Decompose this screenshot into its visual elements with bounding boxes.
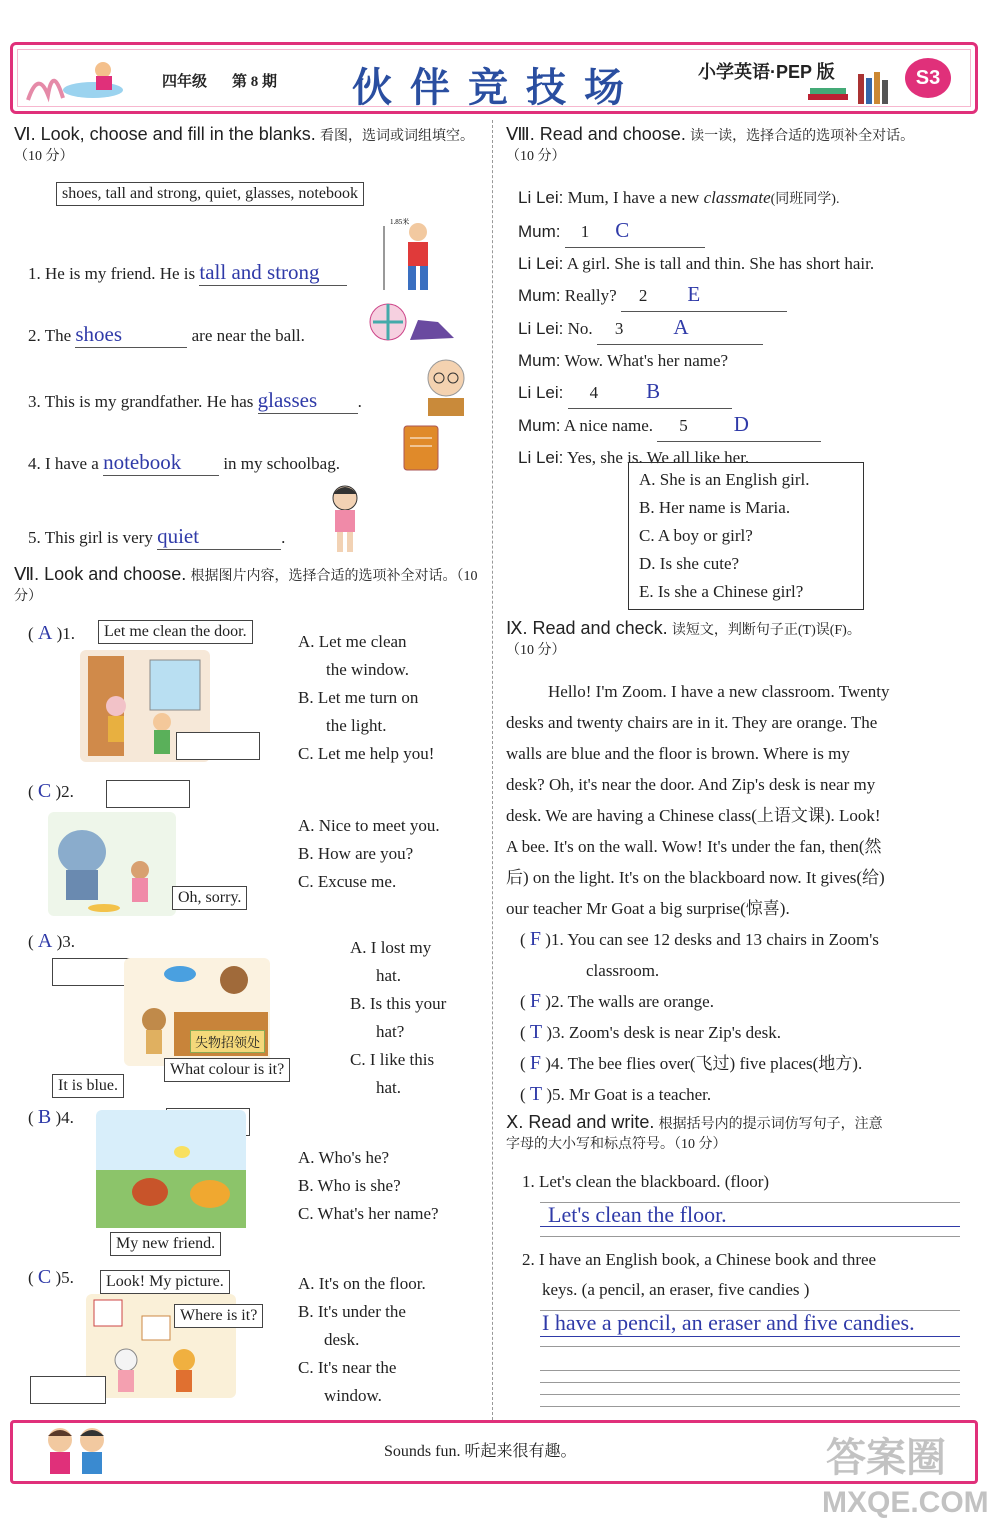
dialog-q5-number: ( C )5. [28,1266,74,1288]
books-icon [808,70,903,106]
q5-bubble-2: Where is it? [174,1304,263,1328]
q4-bubble: My new friend. [110,1232,221,1256]
writing-line [540,1346,960,1347]
section-10-heading: Ⅹ. Read and write. 根据括号内的提示词仿写句子，注意 字母的大小写和标点符号。（10 分） [506,1112,883,1152]
write-answer-1[interactable]: Let's clean the floor. [548,1202,727,1227]
fill-answer-2[interactable]: shoes [75,322,187,348]
fill-item-1: 1. He is my friend. He is tall and strong [28,260,347,286]
q2-options: A. Nice to meet you. B. How are you? C. Excuse me. [298,816,440,891]
dialog-q1-number: ( A )1. [28,622,76,644]
fill-item-3: 3. This is my grandfather. He has glasses . [28,388,362,412]
choose-answer-4[interactable]: B [646,379,661,403]
notebook-picture [398,424,444,474]
dialog-read-and-choose: Li Lei: Mum, I have a new classmate(同班同学). Mum: 1 C Li Lei: A girl. She is tall and thin. She has short hair. Mum: Really? 2 E Li Lei: No. 3 A Mum: Wow. What's her name? Li Lei: 4 B Mum: A nice name. 5 D Li Lei: Yes, she is. We all like her. [518,188,875,467]
q3-bubble-2: It is blue. [52,1074,124,1098]
write-question-2b: keys. (a pencil, an eraser, five candies ) [542,1280,810,1299]
q1-blank-bubble [176,732,260,760]
fill-answer-4[interactable]: notebook [103,450,219,476]
dialog-q3-number: ( A )3. [28,930,76,952]
word-box: shoes, tall and strong, quiet, glasses, notebook [56,182,364,206]
q4-options: A. Who's he? B. Who is she? C. What's her name? [298,1148,439,1223]
choose-answer-2[interactable]: E [687,282,701,306]
q1-options: A. Let me clean the window. B. Let me turn on the light. C. Let me help you! [298,632,435,763]
dialog-answer-2[interactable]: C [37,780,52,802]
quiet-girl-picture [322,482,368,556]
writing-line [540,1236,960,1237]
dialog-answer-1[interactable]: A [37,622,53,644]
dialog-answer-4[interactable]: B [37,1106,52,1128]
fill-answer-5[interactable]: quiet [157,524,281,550]
true-false-items: ( F )1. You can see 12 desks and 13 chairs in Zoom's classroom. ( F )2. The walls are orange. ( T )3. Zoom's desk is near Zip's desk. ( F )4. The bee flies over(飞过) five places(地方). ( T )5. Mr Goat is a teacher. [520,928,879,1105]
watermark-logo: 答案圈 [826,1436,946,1480]
fill-answer-3[interactable]: glasses [258,388,358,414]
svg-text:1.85米: 1.85米 [390,218,410,226]
ball-and-shoes-picture [368,300,458,350]
section-7-heading: Ⅶ. Look and choose. 根据图片内容，选择合适的选项补全对话。（10 分） [14,564,478,604]
write-question-1: 1. Let's clean the blackboard. (floor) [522,1172,770,1191]
fill-item-2: 2. The shoes are near the ball. [28,322,305,346]
writing-line [540,1336,960,1337]
writing-line [540,1394,960,1395]
section-8-heading: Ⅷ. Read and choose. 读一读，选择合适的选项补全对话。 （10 分） [506,124,915,164]
q1-bubble: Let me clean the door. [98,620,253,644]
q2-bubble: Oh, sorry. [172,886,247,910]
dialog-q2-number: ( C )2. [28,780,74,802]
fill-item-5: 5. This girl is very quiet . [28,524,286,548]
grandfather-picture [418,354,474,416]
lost-and-found-sign: 失物招领处 [190,1030,265,1053]
choose-answer-1[interactable]: C [615,218,630,242]
choose-answer-5[interactable]: D [733,412,749,436]
section-6-heading: Ⅵ. Look, choose and fill in the blanks. 看图，选词或词组填空。（10 分） [14,124,475,164]
write-question-2a: 2. I have an English book, a Chinese book and three [522,1250,877,1269]
tf-answer-1[interactable]: F [529,928,542,950]
dialog-answer-5[interactable]: C [37,1266,52,1288]
q5-bubble-1: Look! My picture. [100,1270,230,1294]
tf-answer-4[interactable]: F [529,1052,542,1074]
header-decoration-icon [18,50,128,106]
reading-passage: Hello! I'm Zoom. I have a new classroom. Twenty desks and twenty chairs are in it. They are orange. The walls are blue and the floor is brown. Where is my desk? Oh, it's near the door. And Zip's desk is near my desk. We are having a Chinese class(上语文课). Look! A bee. It's on the wall. Wow! It's under the fan, then(然 后) on the light. It's on the blackboard now. It gives(给) our teacher Mr Goat a big surprise(惊喜). [506,682,890,918]
children-icon [40,1424,114,1476]
edition-label: 小学英语·PEP 版 [698,62,835,82]
watermark-url: MXQE.COM [822,1486,989,1519]
write-answer-2[interactable]: I have a pencil, an eraser and five candies. [542,1310,915,1335]
q2-picture [48,812,176,916]
tf-answer-2[interactable]: F [529,990,542,1012]
tf-answer-5[interactable]: T [529,1083,543,1105]
q3-bubble-1: What colour is it? [164,1058,290,1082]
tf-answer-3[interactable]: T [529,1021,543,1043]
fill-answer-1[interactable]: tall and strong [199,260,347,286]
tall-man-picture [376,212,444,292]
q2-blank-bubble [106,780,190,808]
section-9-heading: Ⅸ. Read and check. 读短文，判断句子正(T)误(F)。 （10 分） [506,618,861,658]
fill-item-4: 4. I have a notebook in my schoolbag. [28,450,340,474]
writing-line [540,1370,960,1371]
page-badge: S3 [905,58,951,98]
footer-text: Sounds fun. 听起来很有趣。 [384,1443,577,1460]
q5-options: A. It's on the floor. B. It's under the desk. C. It's near the window. [298,1274,426,1405]
grade-label: 四年级 [162,74,208,90]
writing-line [540,1226,960,1227]
column-divider [492,120,493,1420]
q3-options: A. I lost my hat. B. Is this your hat? C. I like this hat. [350,938,447,1097]
issue-label: 第 8 期 [232,74,278,90]
writing-line [540,1382,960,1383]
choose-answer-3[interactable]: A [673,315,689,339]
dialog-q4-number: ( B )4. [28,1106,74,1128]
writing-line [540,1406,960,1407]
choose-options-box: A. She is an English girl. B. Her name is Maria. C. A boy or girl? D. Is she cute? E. Is she a Chinese girl? [628,462,864,610]
page-title: 伙 伴 竞 技 场 [352,65,628,110]
dialog-answer-3[interactable]: A [37,930,53,952]
q4-picture [96,1110,246,1228]
q5-blank-bubble [30,1376,106,1404]
